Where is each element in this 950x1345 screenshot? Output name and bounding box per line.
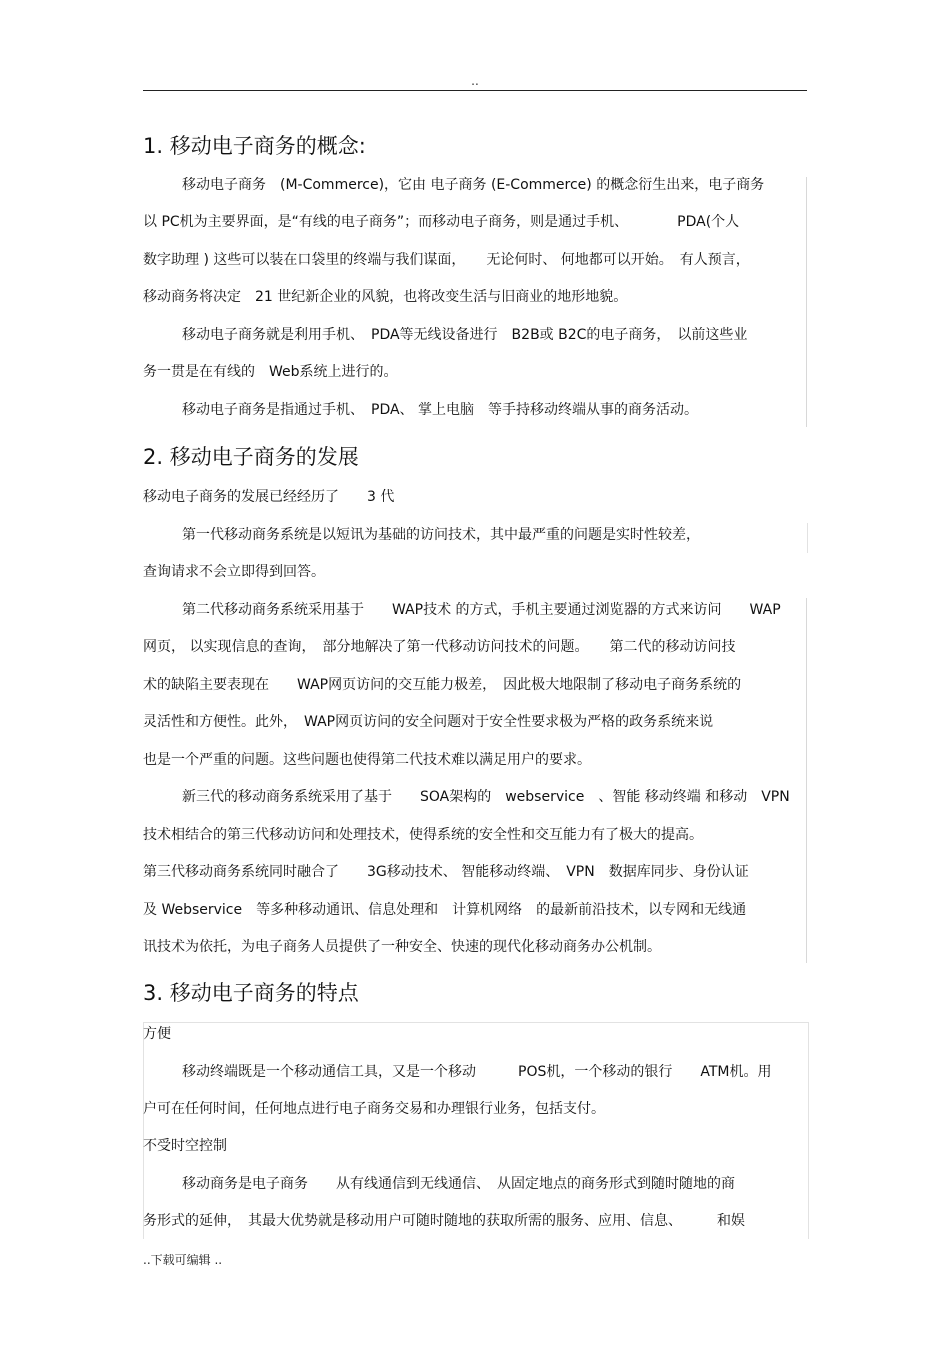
s2-line-2: 第一代移动商务系统是以短讯为基础的访问技术，其中最严重的问题是实时性较差， bbox=[182, 527, 700, 543]
s3-line-3: 户可在任何时间，任何地点进行电子商务交易和办理银行业务，包括支付。 bbox=[143, 1101, 605, 1117]
s2-line-12: 及 Webservice 等多种移动通讯、信息处理和 计算机网络 的最新前沿技术，以专网和无线通 bbox=[143, 902, 747, 918]
s2-line-7: 灵活性和方便性。此外， WAP网页访问的安全问题对于安全性要求极为严格的政务系统来说 bbox=[143, 714, 714, 730]
s1-line-6: 务一贯是在有线的 Web系统上进行的。 bbox=[143, 364, 398, 380]
s2-line-4: 第二代移动商务系统采用基于 WAP技术 的方式，手机主要通过浏览器的方式来访问 WAP bbox=[182, 602, 781, 618]
s3-line-5: 移动商务是电子商务 从有线通信到无线通信、 从固定地点的商务形式到随时随地的商 bbox=[182, 1176, 735, 1192]
footer-text: ..下载可编辑 .. bbox=[143, 1253, 223, 1267]
s1-line-4: 移动商务将决定 21 世纪新企业的风貌，也将改变生活与旧商业的地形地貌。 bbox=[143, 289, 628, 305]
section-1-heading: 1. 移动电子商务的概念: bbox=[143, 134, 366, 158]
section-2-heading: 2. 移动电子商务的发展 bbox=[143, 445, 359, 469]
s1-line-1: 移动电子商务 (M-Commerce)，它由 电子商务 (E-Commerce) 的概念衍生出来，电子商务 bbox=[182, 177, 765, 193]
s1-line-3: 数字助理 ) 这些可以装在口袋里的终端与我们谋面， 无论何时、 何地都可以开始。 有人预言， bbox=[143, 252, 750, 268]
s3-line-1: 方便 bbox=[143, 1026, 171, 1042]
s2-line-1: 移动电子商务的发展已经经历了 3 代 bbox=[143, 489, 395, 505]
s2-line-13: 讯技术为依托，为电子商务人员提供了一种安全、快速的现代化移动商务办公机制。 bbox=[143, 939, 661, 955]
s2-line-11: 第三代移动商务系统同时融合了 3G移动技术、 智能移动终端、 VPN 数据库同步、身份认证 bbox=[143, 864, 749, 880]
s2-line-8: 也是一个严重的问题。这些问题也使得第二代技术难以满足用户的要求。 bbox=[143, 752, 591, 768]
s3-line-4: 不受时空控制 bbox=[143, 1138, 227, 1154]
scan-box bbox=[143, 1022, 809, 1239]
s2-line-5: 网页， 以实现信息的查询， 部分地解决了第一代移动访问技术的问题。 第二代的移动访问技 bbox=[143, 639, 736, 655]
s2-line-3: 查询请求不会立即得到回答。 bbox=[143, 564, 325, 580]
s3-line-2: 移动终端既是一个移动通信工具，又是一个移动 POS机，一个移动的银行 ATM机。用 bbox=[182, 1064, 772, 1080]
s2-line-9: 新三代的移动商务系统采用了基于 SOA架构的 webservice 、智能 移动终端 和移动 VPN bbox=[182, 789, 790, 805]
s1-line-2: 以 PC机为主要界面，是“有线的电子商务”；而移动电子商务，则是通过手机、 PDA(个人 bbox=[143, 214, 740, 230]
s1-line-5: 移动电子商务就是利用手机、 PDA等无线设备进行 B2B或 B2C的电子商务， 以前这些业 bbox=[182, 327, 748, 343]
header-rule bbox=[143, 90, 807, 91]
section-3-heading: 3. 移动电子商务的特点 bbox=[143, 981, 359, 1005]
s2-line-6: 术的缺陷主要表现在 WAP网页访问的交互能力极差， 因此极大地限制了移动电子商务系统的 bbox=[143, 677, 742, 693]
header-mark: .. bbox=[471, 74, 479, 88]
scan-edge bbox=[806, 598, 807, 963]
s1-line-7: 移动电子商务是指通过手机、 PDA、 掌上电脑 等手持移动终端从事的商务活动。 bbox=[182, 402, 699, 418]
s3-line-6: 务形式的延伸， 其最大优势就是移动用户可随时随地的获取所需的服务、应用、信息、 和娱 bbox=[143, 1213, 745, 1229]
scan-edge bbox=[806, 177, 807, 427]
s2-line-10: 技术相结合的第三代移动访问和处理技术，使得系统的安全性和交互能力有了极大的提高。 bbox=[143, 827, 703, 843]
